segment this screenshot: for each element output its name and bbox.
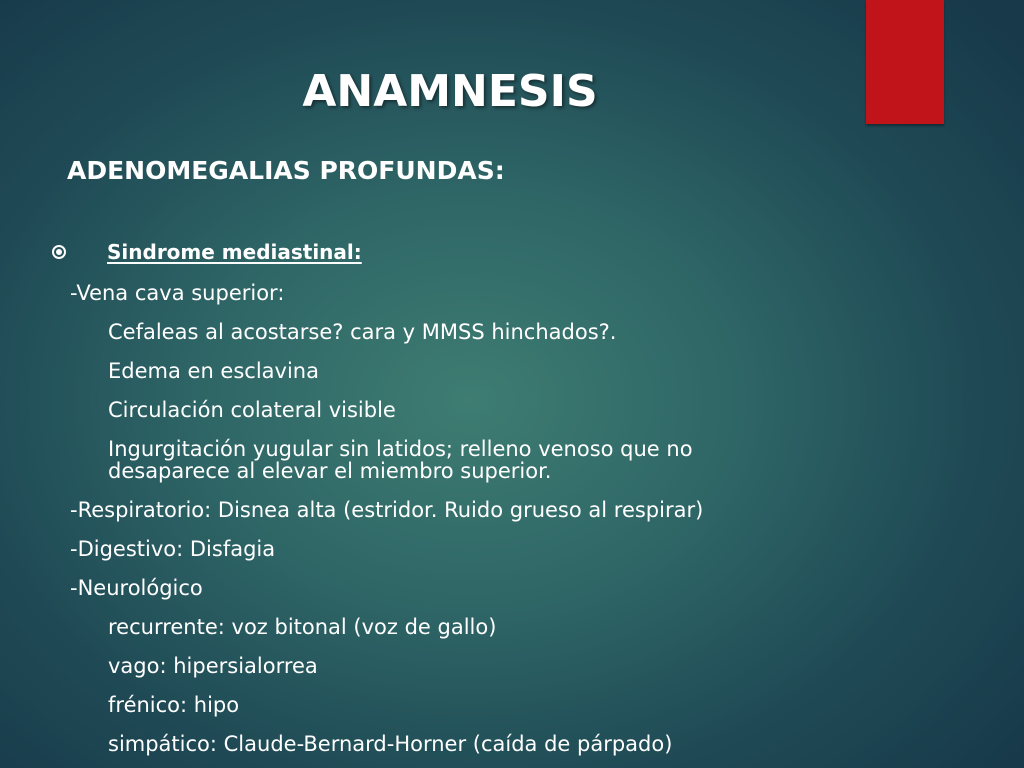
line-circulacion: Circulación colateral visible	[108, 398, 396, 422]
line-simpatico: simpático: Claude-Bernard-Horner (caída de párpado)	[108, 732, 673, 756]
line-recurrente: recurrente: voz bitonal (voz de gallo)	[108, 615, 497, 639]
slide-body	[70, 274, 830, 764]
line-respiratorio: -Respiratorio: Disnea alta (estridor. Ruido grueso al respirar)	[70, 498, 704, 522]
line-ingurgitacion	[70, 430, 830, 491]
bullet-item	[52, 238, 362, 266]
line-neurologico: -Neurológico	[70, 576, 203, 600]
bullet-label: Sindrome mediastinal:	[107, 240, 362, 264]
circle-bullet-icon	[52, 245, 66, 259]
line-ingurgitacion-2: desaparece al elevar el miembro superior.	[108, 459, 552, 483]
line-ingurgitacion-1: Ingurgitación yugular sin latidos; relleno venoso que no	[108, 437, 693, 461]
section-heading: ADENOMEGALIAS PROFUNDAS:	[67, 156, 505, 185]
line-vago: vago: hipersialorrea	[108, 654, 318, 678]
line-edema: Edema en esclavina	[108, 359, 319, 383]
slide-title: ANAMNESIS	[302, 66, 598, 117]
line-digestivo: -Digestivo: Disfagia	[70, 537, 276, 561]
line-frenico: frénico: hipo	[108, 693, 240, 717]
line-cefaleas: Cefaleas al acostarse? cara y MMSS hinchados?.	[108, 320, 617, 344]
line-vena-cava: -Vena cava superior:	[70, 281, 285, 305]
